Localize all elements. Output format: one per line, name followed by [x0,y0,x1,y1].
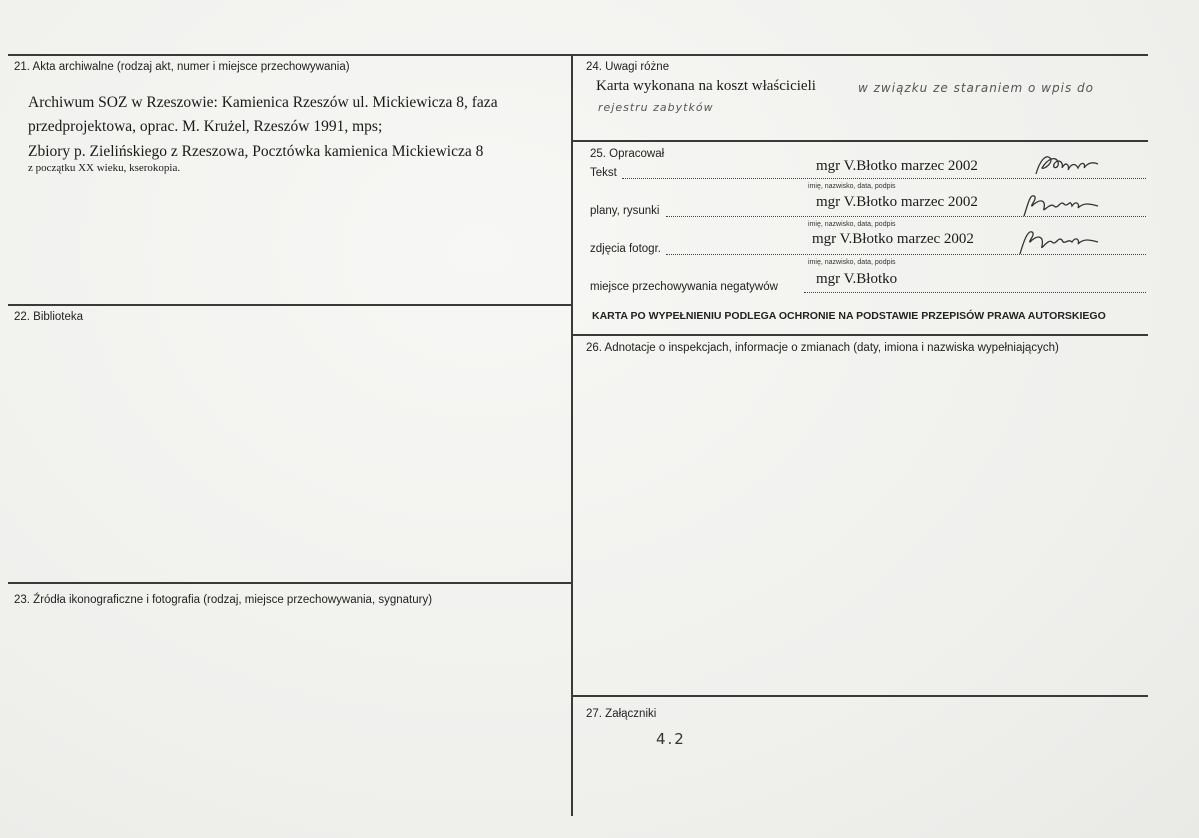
section-21-line-3: Zbiory p. Zielińskiego z Rzeszowa, Pocztówka kamienica Mickiewicza 8 [28,143,484,160]
section-27-title: 27. Załączniki [586,708,657,720]
section-21-line-2: przedprojektowa, oprac. M. Krużel, Rzeszów 1991, mps; [28,118,383,135]
row-plany-label: plany, rysunki [590,205,660,217]
row-plany-caption: imię, nazwisko, data, podpis [808,221,896,228]
section-24-handwritten-line-2: rejestru zabytków [598,101,714,114]
row-tekst-caption: imię, nazwisko, data, podpis [808,183,896,190]
signature-3 [1016,226,1102,256]
negatives-label: miejsce przechowywania negatywów [590,281,778,293]
section-21-line-1: Archiwum SOZ w Rzeszowie: Kamienica Rzeszów ul. Mickiewicza 8, faza [28,94,498,111]
divider-26-27 [572,695,1148,697]
section-27-value: 4.2 [656,730,686,748]
divider-25-26 [572,334,1148,336]
copyright-note: KARTA PO WYPEŁNIENIU PODLEGA OCHRONIE NA PODSTAWIE PRZEPISÓW PRAWA AUTORSKIEGO [592,310,1106,322]
section-26-title: 26. Adnotacje o inspekcjach, informacje o zmianach (daty, imiona i nazwiska wypełniających) [586,342,1059,354]
divider-22-23 [8,582,572,584]
top-border-line [8,54,1148,56]
section-21-title: 21. Akta archiwalne (rodzaj akt, numer i miejsce przechowywania) [14,61,350,73]
row-zdjecia-label: zdjęcia fotogr. [590,243,661,255]
negatives-value: mgr V.Błotko [816,271,898,287]
section-25-title: 25. Opracował [590,148,665,160]
section-24-handwritten-line-1: w związku ze staraniem o wpis do [858,81,1094,95]
negatives-dotted-line [804,292,1146,293]
divider-24-25 [572,140,1148,142]
row-tekst-dotted-line [622,178,1146,179]
row-tekst-value: mgr V.Błotko marzec 2002 [816,158,978,174]
center-divider-line [571,54,573,816]
row-zdjecia-caption: imię, nazwisko, data, podpis [808,259,896,266]
row-tekst-label: Tekst [590,167,617,179]
divider-21-22 [8,304,572,306]
section-22-title: 22. Biblioteka [14,311,84,323]
section-21-line-4: z początku XX wieku, kserokopia. [28,162,181,174]
signature-2 [1020,190,1104,220]
section-23-title: 23. Źródła ikonograficzne i fotografia (rodzaj, miejsce przechowywania, sygnatury) [14,594,433,606]
section-24-typed-text: Karta wykonana na koszt właścicieli [596,78,816,94]
row-zdjecia-value: mgr V.Błotko marzec 2002 [812,231,974,247]
signature-1 [1032,150,1102,178]
row-plany-value: mgr V.Błotko marzec 2002 [816,194,978,210]
section-24-title: 24. Uwagi różne [586,61,670,73]
